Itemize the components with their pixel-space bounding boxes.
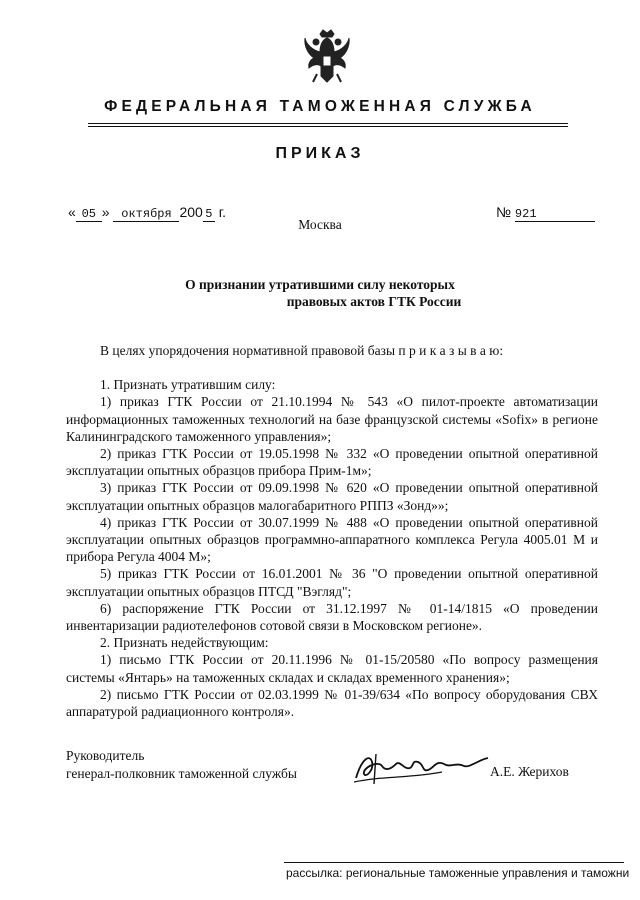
signatory-title-line-1: Руководитель (66, 748, 145, 763)
title-line-1: О признании утратившими силу некоторых (185, 277, 455, 292)
handwritten-signature (352, 748, 492, 788)
footer-rule (284, 862, 624, 863)
header-rule (88, 123, 568, 124)
date-close-quote: » (101, 204, 110, 220)
date-month: октября (113, 207, 179, 222)
list-item: 3) приказ ГТК России от 09.09.1998 № 620 «О проведении опытной оперативной эксплуатации опытных образцов малогабаритного РППЗ «Зонд»»; (66, 480, 598, 513)
date-day: 05 (76, 207, 102, 222)
agency-name: ФЕДЕРАЛЬНАЯ ТАМОЖЕННАЯ СЛУЖБА (104, 98, 536, 115)
intro-paragraph: В целях упорядочения нормативной правовой базы п р и к а з ы в а ю: (100, 343, 504, 358)
number-prefix: № (496, 204, 512, 220)
signatory-name: А.Е. Жерихов (490, 764, 569, 779)
header-rule-thin (88, 126, 568, 127)
list-item: 1) письмо ГТК России от 20.11.1996 № 01-15/20580 «По вопросу размещения системы «Янтарь» на таможенных складах и складах временного хранения»; (66, 652, 598, 685)
document-title (0, 276, 640, 310)
number-value: 921 (515, 207, 595, 222)
list-item: 5) приказ ГТК России от 16.01.2001 № 36 "О проведении опытной оперативной эксплуатации опытных образцов ПТСД "Вэгляд"; (66, 566, 598, 599)
date-year-digit: 5 (203, 207, 215, 222)
section-1-heading: 1. Признать утратившим силу: (100, 377, 276, 393)
signatory-title (66, 747, 297, 782)
title-line-2: правовых актов ГТК России (286, 294, 462, 309)
document-body (66, 342, 598, 720)
list-item: 6) распоряжение ГТК России от 31.12.1997 № 01-14/1815 «О проведении инвентаризации радиотелефонов сотовой связи в Московском регионе». (66, 600, 598, 634)
date-open-quote: « (68, 204, 76, 220)
list-item: 1) приказ ГТК России от 21.10.1994 № 543 «О пилот-проекте автоматизации информационных таможенных технологий на базе французской системы «Sofix» в регионе Калининградского таможенного управления»; (66, 394, 598, 444)
date-year-suffix: г. (218, 204, 227, 220)
date-year-prefix: 200 (179, 204, 203, 220)
city: Москва (298, 217, 342, 232)
section-2-heading: 2. Признать недействующим: (100, 635, 269, 651)
list-item: 2) приказ ГТК России от 19.05.1998 № 332 «О проведении опытной оперативной эксплуатации опытных образцов прибора Прим-1м»; (66, 446, 598, 479)
document-type: ПРИКАЗ (275, 145, 365, 162)
list-item: 2) письмо ГТК России от 02.03.1999 № 01-39/634 «По вопросу оборудования СВХ аппаратурой радиационного контроля». (66, 686, 598, 720)
list-item: 4) приказ ГТК России от 30.07.1999 № 488 «О проведении опытной оперативной эксплуатации опытных образцов программно-аппаратного комплекса Регула 4005.01 М и прибора Регула 4004 М»; (66, 514, 598, 565)
coat-of-arms-icon (302, 28, 352, 84)
signatory-title-line-2: генерал-полковник таможенной службы (66, 765, 297, 781)
distribution-note: рассылка: региональные таможенные управления и таможни (286, 866, 630, 880)
